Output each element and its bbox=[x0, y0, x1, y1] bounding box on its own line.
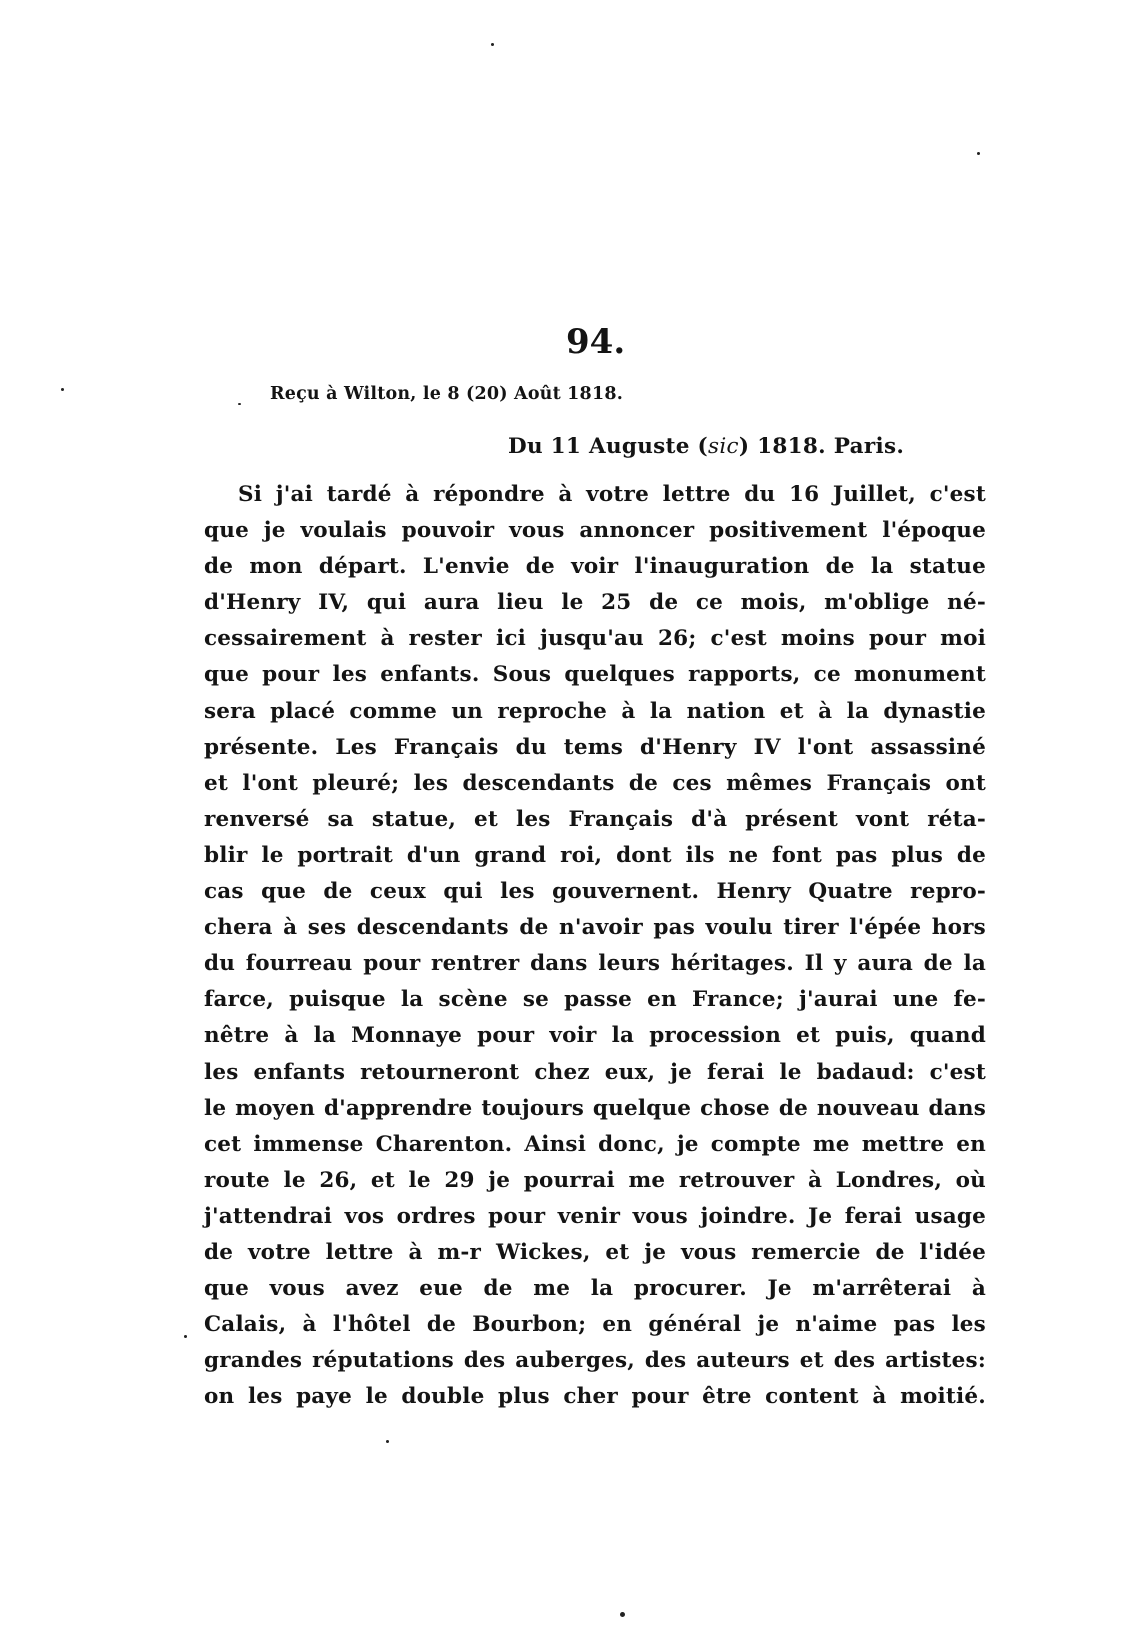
scan-speck bbox=[238, 403, 241, 405]
body-line: j'attendrai vos ordres pour venir vous joindre. Je ferai usage bbox=[204, 1203, 986, 1229]
dateline-end: ) 1818. Paris. bbox=[738, 434, 905, 459]
body-line: grandes réputations des auberges, des auteurs et des artistes: bbox=[204, 1348, 986, 1374]
body-line: le moyen d'apprendre toujours quelque chose de nouveau dans bbox=[204, 1095, 986, 1121]
body-line: cessairement à rester ici jusqu'au 26; c'est moins pour moi bbox=[204, 626, 986, 652]
dateline-sic: sic bbox=[708, 434, 739, 459]
body-line: route le 26, et le 29 je pourrai me retrouver à Londres, où bbox=[204, 1167, 986, 1193]
body-line: que pour les enfants. Sous quelques rapports, ce monument bbox=[204, 662, 986, 688]
body-line: les enfants retourneront chez eux, je ferai le badaud: c'est bbox=[204, 1059, 986, 1085]
body-line: d'Henry IV, qui aura lieu le 25 de ce mois, m'oblige né- bbox=[204, 590, 986, 616]
body-line: renversé sa statue, et les Français d'à présent vont réta- bbox=[204, 806, 986, 832]
scan-speck bbox=[977, 152, 980, 155]
scan-speck bbox=[491, 43, 494, 46]
body-line: cet immense Charenton. Ainsi donc, je compte me mettre en bbox=[204, 1131, 986, 1157]
received-note: Reçu à Wilton, le 8 (20) Août 1818. bbox=[270, 384, 623, 404]
body-line: de votre lettre à m-r Wickes, et je vous remercie de l'idée bbox=[204, 1239, 986, 1265]
body-line: cas que de ceux qui les gouvernent. Henry Quatre repro- bbox=[204, 879, 986, 905]
body-line: présente. Les Français du tems d'Henry IV l'ont assassiné bbox=[204, 734, 986, 760]
letter-body bbox=[204, 477, 986, 1415]
body-line: et l'ont pleuré; les descendants de ces mêmes Français ont bbox=[204, 770, 986, 796]
body-line: nêtre à la Monnaye pour voir la procession et puis, quand bbox=[204, 1023, 986, 1049]
scan-speck bbox=[61, 388, 64, 391]
body-line: que vous avez eue de me la procurer. Je m'arrêterai à bbox=[204, 1276, 986, 1302]
body-line: chera à ses descendants de n'avoir pas voulu tirer l'épée hors bbox=[204, 915, 986, 941]
body-line: sera placé comme un reproche à la nation et à la dynastie bbox=[204, 698, 986, 724]
body-line: blir le portrait d'un grand roi, dont ils ne font pas plus de bbox=[204, 842, 986, 868]
body-line: que je voulais pouvoir vous annoncer positivement l'époque bbox=[204, 518, 986, 544]
letter-dateline bbox=[508, 432, 904, 462]
dateline-start: Du 11 Auguste ( bbox=[508, 434, 709, 459]
body-line: Calais, à l'hôtel de Bourbon; en général je n'aime pas les bbox=[204, 1312, 986, 1338]
scan-speck bbox=[620, 1612, 625, 1617]
body-line: farce, puisque la scène se passe en France; j'aurai une fe- bbox=[204, 987, 986, 1013]
body-line: du fourreau pour rentrer dans leurs héritages. Il y aura de la bbox=[204, 951, 986, 977]
scan-speck bbox=[386, 1440, 389, 1443]
body-line: de mon départ. L'envie de voir l'inauguration de la statue bbox=[204, 554, 986, 580]
body-line: Si j'ai tardé à répondre à votre lettre du 16 Juillet, c'est bbox=[238, 482, 986, 507]
letter-number: 94. bbox=[566, 322, 626, 362]
body-line: on les paye le double plus cher pour être content à moitié. bbox=[204, 1384, 986, 1410]
scan-speck bbox=[184, 1335, 187, 1338]
